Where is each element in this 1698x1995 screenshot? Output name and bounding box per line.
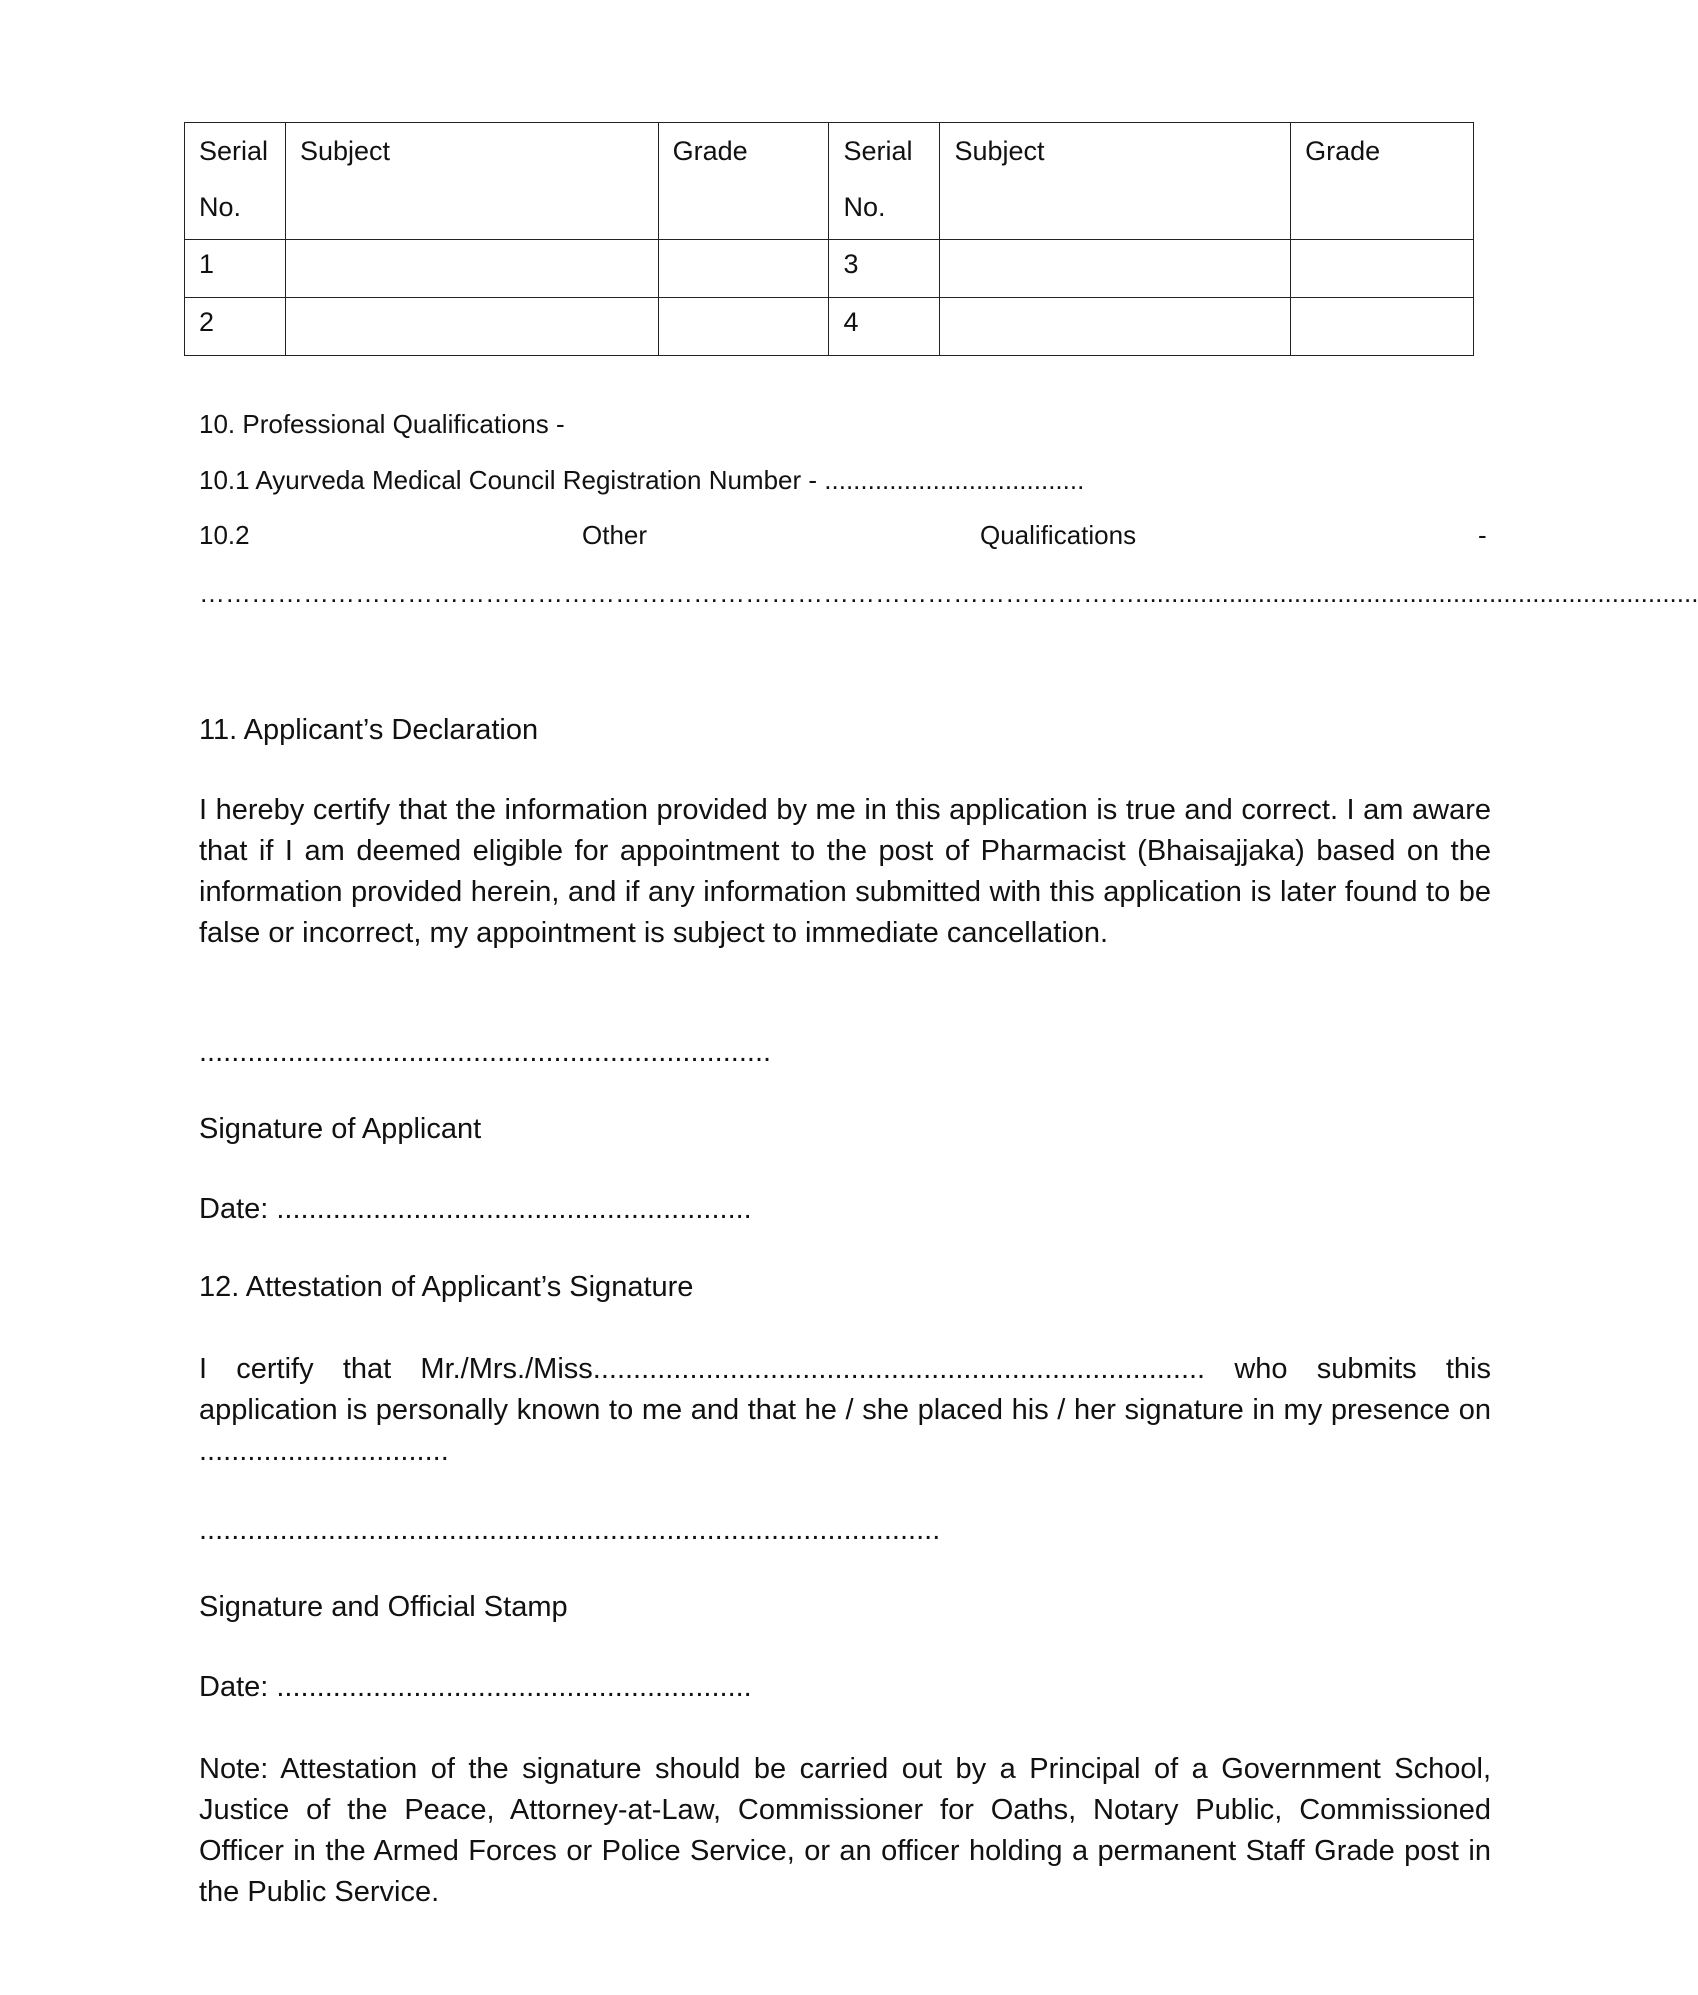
applicant-signature-dotted-line: ....................................................................... [199, 1036, 772, 1068]
table-cell [1291, 240, 1474, 298]
attester-signature-label: Signature and Official Stamp [199, 1591, 568, 1623]
table-cell [940, 298, 1291, 356]
table-cell [658, 298, 829, 356]
registration-number-line: 10.1 Ayurveda Medical Council Registration Number - .................................... [199, 465, 1085, 495]
attester-signature-dotted-line: ............................................................................................ [199, 1514, 941, 1546]
other-qualifications-word1: Other [582, 520, 648, 550]
section-12-title: 12. Attestation of Applicant’s Signature [199, 1271, 694, 1303]
table-cell [285, 240, 658, 298]
declaration-paragraph: I hereby certify that the information provided by me in this application is true and correct. I am aware that if I am deemed eligible for appointment to the post of Pharmacist (Bhaisajjaka) based on the information provided herein, and if any information submitted with this application is later found to be false or incorrect, my appointment is subject to immediate cancellation. [199, 794, 1491, 949]
header-grade-2: Grade [1291, 123, 1474, 240]
table-cell: 3 [829, 240, 940, 298]
attestation-note: Note: Attestation of the signature should be carried out by a Principal of a Government School, Justice of the Peace, Attorney-at-Law, Commissioner for Oaths, Notary Public, Commissioned Officer in the Armed Forces or Police Service, or an officer holding a permanent Staff Grade post in the Public Service. [199, 1753, 1491, 1908]
applicant-date-line: Date: ........................................................... [199, 1193, 752, 1225]
header-subject-2: Subject [940, 123, 1291, 240]
table-cell [658, 240, 829, 298]
table-header-row [185, 123, 1474, 240]
table-row [185, 298, 1474, 356]
section-10-title: 10. Professional Qualifications - [199, 409, 565, 439]
table-cell [285, 298, 658, 356]
other-qualifications-word2: Qualifications [980, 520, 1137, 550]
table-cell: 2 [185, 298, 286, 356]
applicant-signature-label: Signature of Applicant [199, 1113, 482, 1145]
attester-date-line: Date: ........................................................... [199, 1671, 752, 1703]
table-cell [940, 240, 1291, 298]
header-serial-no-1: Serial No. [185, 123, 286, 240]
other-qualifications-dotted-line: ……………………………………………………………………………………………….............................................................................. [199, 578, 1698, 608]
other-qualifications-number: 10.2 [199, 520, 250, 550]
table-cell [1291, 298, 1474, 356]
attestation-paragraph: I certify that Mr./Mrs./Miss............................................................................ who submits this application is personally known to me and that he / she placed his / her signature in my presence on ............................... [199, 1353, 1491, 1467]
table-cell: 4 [829, 298, 940, 356]
grades-table [184, 122, 1474, 356]
header-subject-1: Subject [285, 123, 658, 240]
section-11-title: 11. Applicant’s Declaration [199, 714, 539, 746]
table-row [185, 240, 1474, 298]
table-cell: 1 [185, 240, 286, 298]
header-grade-1: Grade [658, 123, 829, 240]
header-serial-no-2: Serial No. [829, 123, 940, 240]
other-qualifications-dash: - [1478, 520, 1487, 550]
